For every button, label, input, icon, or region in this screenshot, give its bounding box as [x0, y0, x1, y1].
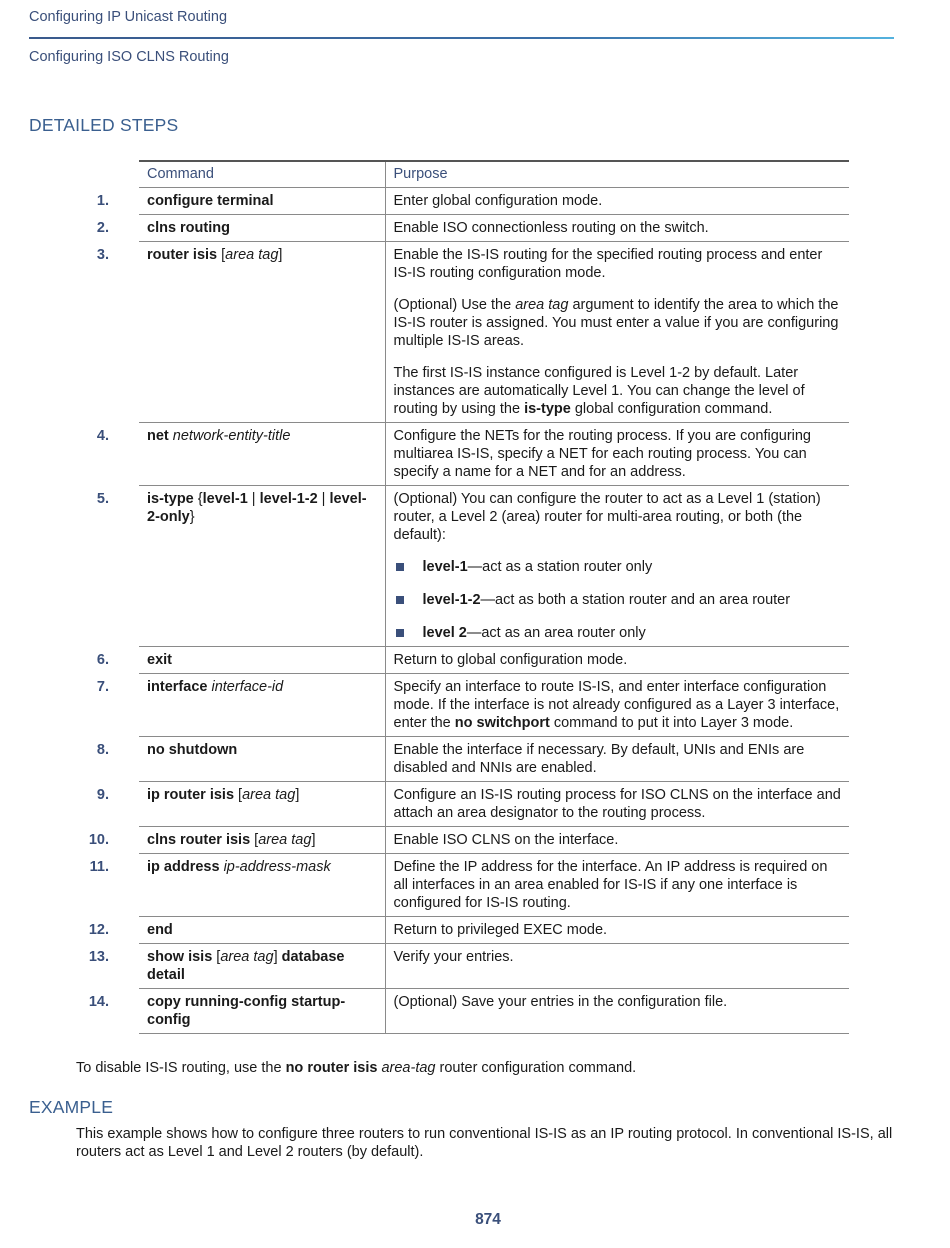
table-row: [0, 486, 849, 647]
square-bullet-icon: [396, 563, 404, 571]
purpose-cell: [385, 854, 849, 917]
text-run: [: [250, 832, 259, 848]
table-header-row: [0, 161, 849, 188]
text-run: global configuration command.: [570, 401, 773, 417]
example-heading: EXAMPLE: [29, 1097, 114, 1117]
text-run: (Optional) You can configure the router to act as a Level 1 (station) router, a Level 2 (area) router for multi-area routing, or both (the default):: [393, 491, 821, 543]
text-run: area tag: [225, 247, 279, 263]
table-row: [0, 423, 849, 486]
step-number: 6.: [96, 651, 109, 668]
command-cell: [139, 188, 385, 215]
text-run: Configure an IS-IS routing process for ISO CLNS on the interface and attach an area designator to the routing process.: [393, 787, 841, 821]
command-cell: [139, 486, 385, 647]
text-run: is-type: [524, 401, 571, 417]
purpose-cell: [385, 188, 849, 215]
bullet-item: [394, 624, 842, 642]
detailed-steps-heading: DETAILED STEPS: [29, 115, 179, 135]
command-cell: [139, 242, 385, 423]
header-rule: [29, 37, 894, 39]
text-run: level-1-2: [422, 592, 481, 608]
text-run: level-1: [202, 491, 248, 507]
step-number: 5.: [96, 490, 109, 507]
text-run: database detail: [147, 949, 345, 983]
command-cell: [139, 215, 385, 242]
example-text: This example shows how to configure three routers to run conventional IS-IS as an IP routing protocol. In conventional IS-IS, all routers act as Level 1 and Level 2 routers (by default).: [76, 1126, 893, 1160]
table-row: [0, 989, 849, 1034]
square-bullet-icon: [396, 629, 404, 637]
command-cell: [139, 782, 385, 827]
purpose-cell: [385, 782, 849, 827]
step-number: 8.: [96, 741, 109, 758]
table-row: [0, 242, 849, 423]
purpose-paragraph: [394, 921, 842, 939]
purpose-cell: [385, 944, 849, 989]
table-row: [0, 827, 849, 854]
purpose-cell: [385, 989, 849, 1034]
text-run: level-1-2: [259, 491, 318, 507]
text-run: }: [189, 509, 195, 525]
text-run: exit: [147, 652, 172, 668]
text-run: end: [147, 922, 173, 938]
step-number: 3.: [96, 246, 109, 263]
text-run: ]: [311, 832, 316, 848]
step-number: 4.: [96, 427, 109, 444]
text-run: is-type: [147, 491, 194, 507]
text-run: Enable the IS-IS routing for the specified routing process and enter IS-IS routing configuration mode.: [393, 247, 823, 281]
text-run: area tag: [258, 832, 312, 848]
text-run: Define the IP address for the interface. An IP address is required on all interfaces in an area enabled for IS-IS if any one interface is configured for IS-IS routing.: [393, 859, 828, 911]
table-row: [0, 854, 849, 917]
text-run: area tag: [220, 949, 274, 965]
page-number: 874: [475, 1211, 501, 1228]
text-run: command to put it into Layer 3 mode.: [549, 715, 794, 731]
text-run: area-tag: [381, 1060, 436, 1076]
text-run: network-entity-title: [172, 428, 291, 444]
text-run: (Optional) Use the: [393, 297, 516, 313]
purpose-paragraph: [394, 948, 842, 966]
text-run: To disable IS-IS routing, use the: [76, 1060, 286, 1076]
text-run: Return to privileged EXEC mode.: [393, 922, 608, 938]
step-number: 10.: [88, 831, 109, 848]
purpose-paragraph: [394, 993, 842, 1011]
text-run: argument to identify the area to which the IS-IS router is assigned. You must enter a value if you are configuring multiple IS-IS areas.: [393, 297, 839, 349]
steps-table: [0, 160, 849, 1034]
table-row: [0, 917, 849, 944]
purpose-paragraph: [394, 490, 842, 544]
text-run: Configure the NETs for the routing process. If you are configuring multiarea IS-IS, specify a NET for each routing process. You can specify a name for a NET and for an address.: [393, 428, 811, 480]
command-cell: [139, 423, 385, 486]
purpose-paragraph: [394, 427, 842, 481]
purpose-paragraph: [394, 741, 842, 777]
disable-note: [76, 1059, 636, 1077]
text-run: ]: [295, 787, 300, 803]
header-num-cell: [0, 161, 139, 188]
step-number: 7.: [96, 678, 109, 695]
purpose-cell: [385, 242, 849, 423]
purpose-paragraph: [394, 192, 842, 210]
text-run: ]: [273, 949, 282, 965]
text-run: area tag: [515, 297, 569, 313]
purpose-paragraph: [394, 786, 842, 822]
text-run: clns routing: [147, 220, 230, 236]
text-run: Return to global configuration mode.: [393, 652, 628, 668]
command-cell: [139, 854, 385, 917]
purpose-cell: [385, 827, 849, 854]
purpose-paragraph: [394, 296, 842, 350]
text-run: router isis: [147, 247, 218, 263]
purpose-paragraph: [394, 246, 842, 282]
bullet-item: [394, 591, 842, 609]
table-row: [0, 944, 849, 989]
step-number: 11.: [89, 858, 109, 875]
text-run: —act as both a station router and an area router: [480, 592, 791, 608]
bullet-item: [394, 558, 842, 576]
step-number: 13.: [88, 948, 109, 965]
text-run: area tag: [242, 787, 296, 803]
text-run: [: [234, 787, 243, 803]
running-header-section: Configuring ISO CLNS Routing: [29, 49, 229, 65]
text-run: Enable ISO connectionless routing on the switch.: [393, 220, 709, 236]
text-run: ip-address-mask: [223, 859, 331, 875]
column-header-purpose: Purpose: [385, 161, 849, 188]
text-run: ip address: [147, 859, 220, 875]
purpose-paragraph: [394, 858, 842, 912]
purpose-cell: [385, 423, 849, 486]
command-cell: [139, 917, 385, 944]
text-run: level-2-only: [147, 491, 367, 525]
bullet-list: [394, 558, 842, 642]
column-header-command: Command: [139, 161, 385, 188]
text-run: copy running-config startup-config: [147, 994, 346, 1028]
purpose-cell: [385, 674, 849, 737]
purpose-paragraph: [394, 831, 842, 849]
text-run: level 2: [422, 625, 467, 641]
purpose-cell: [385, 647, 849, 674]
text-run: [: [217, 247, 226, 263]
table-row: [0, 737, 849, 782]
text-run: Enable ISO CLNS on the interface.: [393, 832, 619, 848]
command-cell: [139, 944, 385, 989]
text-run: [: [212, 949, 221, 965]
text-run: configure terminal: [147, 193, 274, 209]
table-row: [0, 674, 849, 737]
purpose-paragraph: [394, 219, 842, 237]
purpose-paragraph: [394, 364, 842, 418]
text-run: level-1: [422, 559, 468, 575]
text-run: Verify your entries.: [393, 949, 514, 965]
text-run: Enter global configuration mode.: [393, 193, 603, 209]
text-run: show isis: [147, 949, 213, 965]
table-row: [0, 647, 849, 674]
text-run: ]: [278, 247, 283, 263]
command-cell: [139, 989, 385, 1034]
command-cell: [139, 674, 385, 737]
step-number: 1.: [96, 192, 109, 209]
text-run: net: [147, 428, 169, 444]
purpose-paragraph: [394, 678, 842, 732]
text-run: The first IS-IS instance configured is Level 1-2 by default. Later instances are automatically Level 1. You can change the level of routing by using the: [393, 365, 805, 417]
text-run: Enable the interface if necessary. By default, UNIs and ENIs are disabled and NNIs are enabled.: [393, 742, 805, 776]
text-run: router configuration command.: [435, 1060, 637, 1076]
step-number: 2.: [96, 219, 109, 236]
text-run: {: [193, 491, 203, 507]
text-run: clns router isis: [147, 832, 251, 848]
table-row: [0, 188, 849, 215]
step-number: 9.: [96, 786, 109, 803]
step-number: 12.: [88, 921, 109, 938]
text-run: —act as a station router only: [467, 559, 653, 575]
step-number: 14.: [88, 993, 109, 1010]
purpose-cell: [385, 215, 849, 242]
table-row: [0, 782, 849, 827]
text-run: Specify an interface to route IS-IS, and enter interface configuration mode. If the interface is not already configured as a Layer 3 interface, enter the: [393, 679, 840, 731]
running-header-chapter: Configuring IP Unicast Routing: [29, 9, 228, 25]
text-run: —act as an area router only: [466, 625, 646, 641]
text-run: interface-id: [211, 679, 284, 695]
steps-table-container: [0, 160, 950, 1034]
command-cell: [139, 737, 385, 782]
text-run: no router isis: [285, 1060, 378, 1076]
text-run: ip router isis: [147, 787, 235, 803]
purpose-paragraph: [394, 651, 842, 669]
command-cell: [139, 647, 385, 674]
purpose-cell: [385, 486, 849, 647]
text-run: (Optional) Save your entries in the configuration file.: [393, 994, 728, 1010]
purpose-cell: [385, 917, 849, 944]
text-run: no switchport: [454, 715, 550, 731]
square-bullet-icon: [396, 596, 404, 604]
table-row: [0, 215, 849, 242]
command-cell: [139, 827, 385, 854]
text-run: |: [317, 491, 330, 507]
text-run: |: [247, 491, 260, 507]
text-run: interface: [147, 679, 208, 695]
text-run: no shutdown: [147, 742, 238, 758]
purpose-cell: [385, 737, 849, 782]
